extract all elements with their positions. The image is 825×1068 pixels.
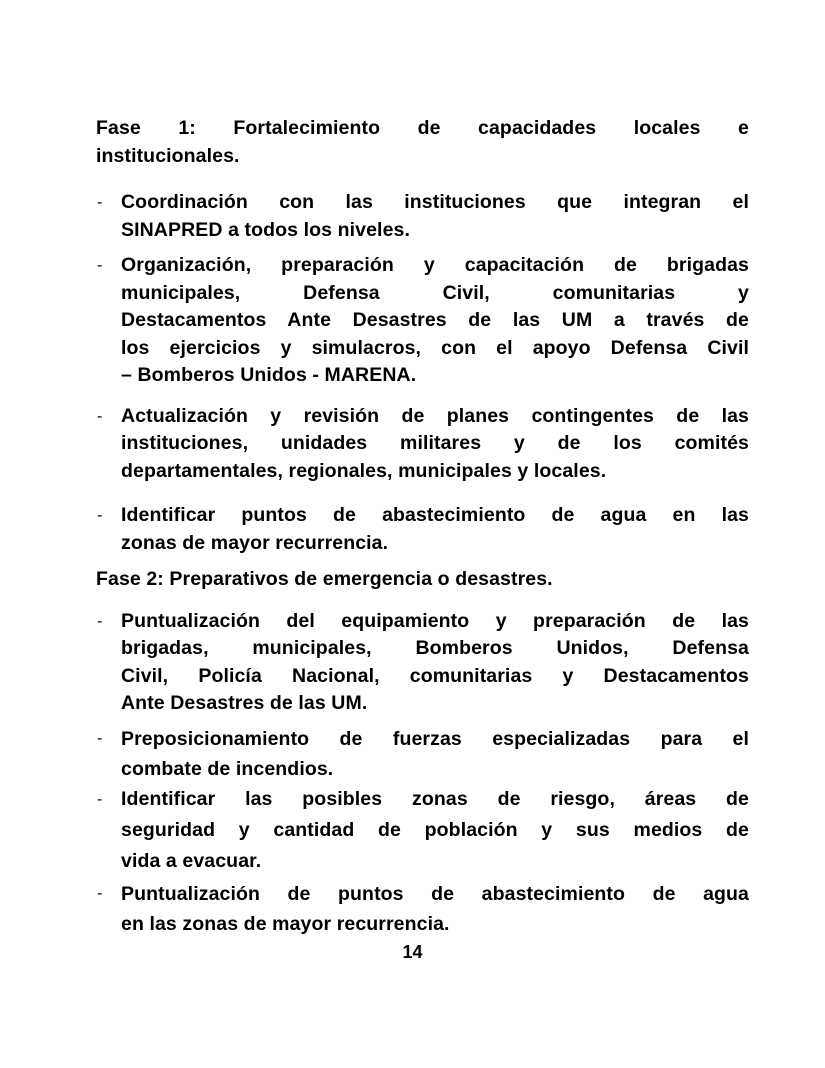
- text-line: Civil, Policía Nacional, comunitarias y Destacamentos: [121, 664, 749, 687]
- fase-2-heading: [96, 566, 749, 594]
- text-line: SINAPRED a todos los niveles.: [121, 218, 410, 241]
- fase-1-item-4: [96, 502, 749, 557]
- text-line: combate de incendios.: [121, 757, 334, 780]
- document-content: [96, 115, 749, 939]
- fase-1-item-1: [96, 189, 749, 244]
- text-line: Identificar las posibles zonas de riesgo, áreas de: [121, 787, 749, 810]
- text-line: seguridad y cantidad de población y sus medios de: [121, 818, 749, 841]
- bullet-dash-icon: -: [97, 729, 103, 747]
- text-line: Puntualización de puntos de abastecimiento de agua: [121, 882, 749, 905]
- fase-2-item-3: [96, 784, 749, 877]
- page-number: 14: [402, 942, 423, 962]
- text-line: Identificar puntos de abastecimiento de agua en las: [121, 504, 749, 526]
- text-line: departamentales, regionales, municipales y locales.: [121, 459, 607, 482]
- bullet-dash-icon: -: [97, 507, 103, 524]
- bullet-dash-icon: -: [97, 194, 103, 211]
- text-line: en las zonas de mayor recurrencia.: [121, 912, 450, 935]
- text-line: instituciones, unidades militares y de los comités: [121, 432, 749, 454]
- text-line: – Bomberos Unidos - MARENA.: [121, 364, 417, 386]
- fase-1-heading: [96, 115, 749, 170]
- text-line: Coordinación con las instituciones que integran el: [121, 191, 749, 213]
- bullet-dash-icon: -: [97, 790, 103, 808]
- text-line: institucionales.: [96, 144, 240, 167]
- bullet-dash-icon: -: [97, 257, 103, 274]
- fase-2-item-4: [96, 879, 749, 939]
- text-line: Preposicionamiento de fuerzas especializadas para el: [121, 727, 749, 750]
- bullet-dash-icon: -: [97, 884, 103, 902]
- text-line: Fase 1: Fortalecimiento de capacidades locales e: [96, 117, 749, 139]
- text-line: vida a evacuar.: [121, 849, 262, 872]
- fase-1-item-3: [96, 403, 749, 486]
- fase-2-item-1: [96, 608, 749, 718]
- fase-1-item-2: [96, 252, 749, 390]
- text-line: Fase 2: Preparativos de emergencia o desastres.: [96, 568, 553, 590]
- fase-2-item-2: [96, 724, 749, 784]
- text-line: brigadas, municipales, Bomberos Unidos, Defensa: [121, 637, 749, 659]
- text-line: zonas de mayor recurrencia.: [121, 531, 389, 554]
- text-line: Ante Desastres de las UM.: [121, 692, 368, 714]
- text-line: municipales, Defensa Civil, comunitarias y: [121, 281, 749, 304]
- bullet-dash-icon: -: [97, 612, 103, 630]
- text-line: los ejercicios y simulacros, con el apoyo Defensa Civil: [121, 336, 749, 359]
- text-line: Destacamentos Ante Desastres de las UM a través de: [121, 309, 749, 331]
- text-line: Puntualización del equipamiento y preparación de las: [121, 609, 749, 632]
- text-line: Organización, preparación y capacitación de brigadas: [121, 254, 749, 276]
- bullet-dash-icon: -: [97, 407, 103, 425]
- text-line: Actualización y revisión de planes contingentes de las: [121, 404, 749, 427]
